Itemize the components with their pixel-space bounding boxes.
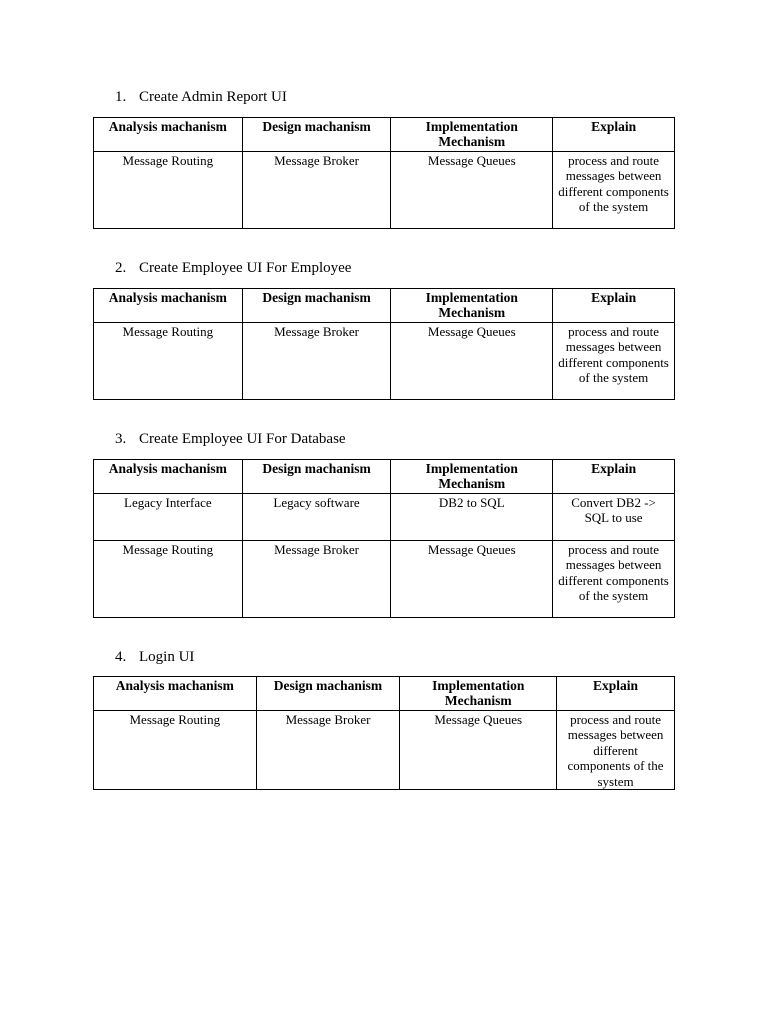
table-header-row (94, 289, 675, 323)
cell-implementation-mechanism: Message Queues (391, 541, 553, 618)
header-design-mechanism: Design machanism (242, 118, 391, 152)
table-row (94, 494, 675, 541)
table-row (94, 152, 675, 229)
section-title: Create Employee UI For Database (139, 431, 346, 447)
cell-design-mechanism: Message Broker (242, 541, 391, 618)
section-heading (115, 88, 287, 106)
table-header-row (94, 677, 675, 711)
header-implementation-mechanism: Implementation Mechanism (391, 460, 553, 494)
section-heading (115, 430, 346, 448)
section-heading (115, 648, 194, 666)
header-implementation-mechanism: Implementation Mechanism (391, 118, 553, 152)
cell-analysis-mechanism: Message Routing (94, 541, 243, 618)
header-analysis-mechanism: Analysis machanism (94, 289, 243, 323)
mechanism-table (93, 676, 675, 790)
mechanism-table (93, 288, 675, 400)
cell-explain: process and route messages between different components of the system (553, 541, 675, 618)
cell-design-mechanism: Message Broker (256, 711, 400, 790)
section-number: 2. (115, 260, 127, 276)
cell-explain: process and route messages between different components of the system (557, 711, 675, 790)
cell-explain: process and route messages between different components of the system (553, 323, 675, 400)
section-number: 3. (115, 431, 127, 447)
header-explain: Explain (557, 677, 675, 711)
table-header-row (94, 118, 675, 152)
cell-explain: Convert DB2 -> SQL to use (553, 494, 675, 541)
header-analysis-mechanism: Analysis machanism (94, 460, 243, 494)
cell-analysis-mechanism: Message Routing (94, 711, 257, 790)
cell-analysis-mechanism: Message Routing (94, 323, 243, 400)
header-explain: Explain (553, 460, 675, 494)
header-analysis-mechanism: Analysis machanism (94, 677, 257, 711)
cell-explain: process and route messages between different components of the system (553, 152, 675, 229)
mechanism-table (93, 459, 675, 618)
cell-implementation-mechanism: Message Queues (400, 711, 557, 790)
section-number: 1. (115, 89, 127, 105)
table-row (94, 323, 675, 400)
header-design-mechanism: Design machanism (242, 460, 391, 494)
mechanism-table (93, 117, 675, 229)
table-row (94, 711, 675, 790)
cell-design-mechanism: Message Broker (242, 152, 391, 229)
cell-analysis-mechanism: Legacy Interface (94, 494, 243, 541)
cell-implementation-mechanism: DB2 to SQL (391, 494, 553, 541)
header-design-mechanism: Design machanism (242, 289, 391, 323)
header-explain: Explain (553, 118, 675, 152)
table-row (94, 541, 675, 618)
section-title: Create Admin Report UI (139, 89, 287, 105)
section-title: Create Employee UI For Employee (139, 260, 352, 276)
header-explain: Explain (553, 289, 675, 323)
cell-analysis-mechanism: Message Routing (94, 152, 243, 229)
cell-implementation-mechanism: Message Queues (391, 323, 553, 400)
header-implementation-mechanism: Implementation Mechanism (391, 289, 553, 323)
section-number: 4. (115, 649, 127, 665)
table-header-row (94, 460, 675, 494)
cell-implementation-mechanism: Message Queues (391, 152, 553, 229)
header-implementation-mechanism: Implementation Mechanism (400, 677, 557, 711)
header-design-mechanism: Design machanism (256, 677, 400, 711)
cell-design-mechanism: Legacy software (242, 494, 391, 541)
header-analysis-mechanism: Analysis machanism (94, 118, 243, 152)
section-title: Login UI (139, 649, 195, 665)
cell-design-mechanism: Message Broker (242, 323, 391, 400)
section-heading (115, 259, 351, 277)
